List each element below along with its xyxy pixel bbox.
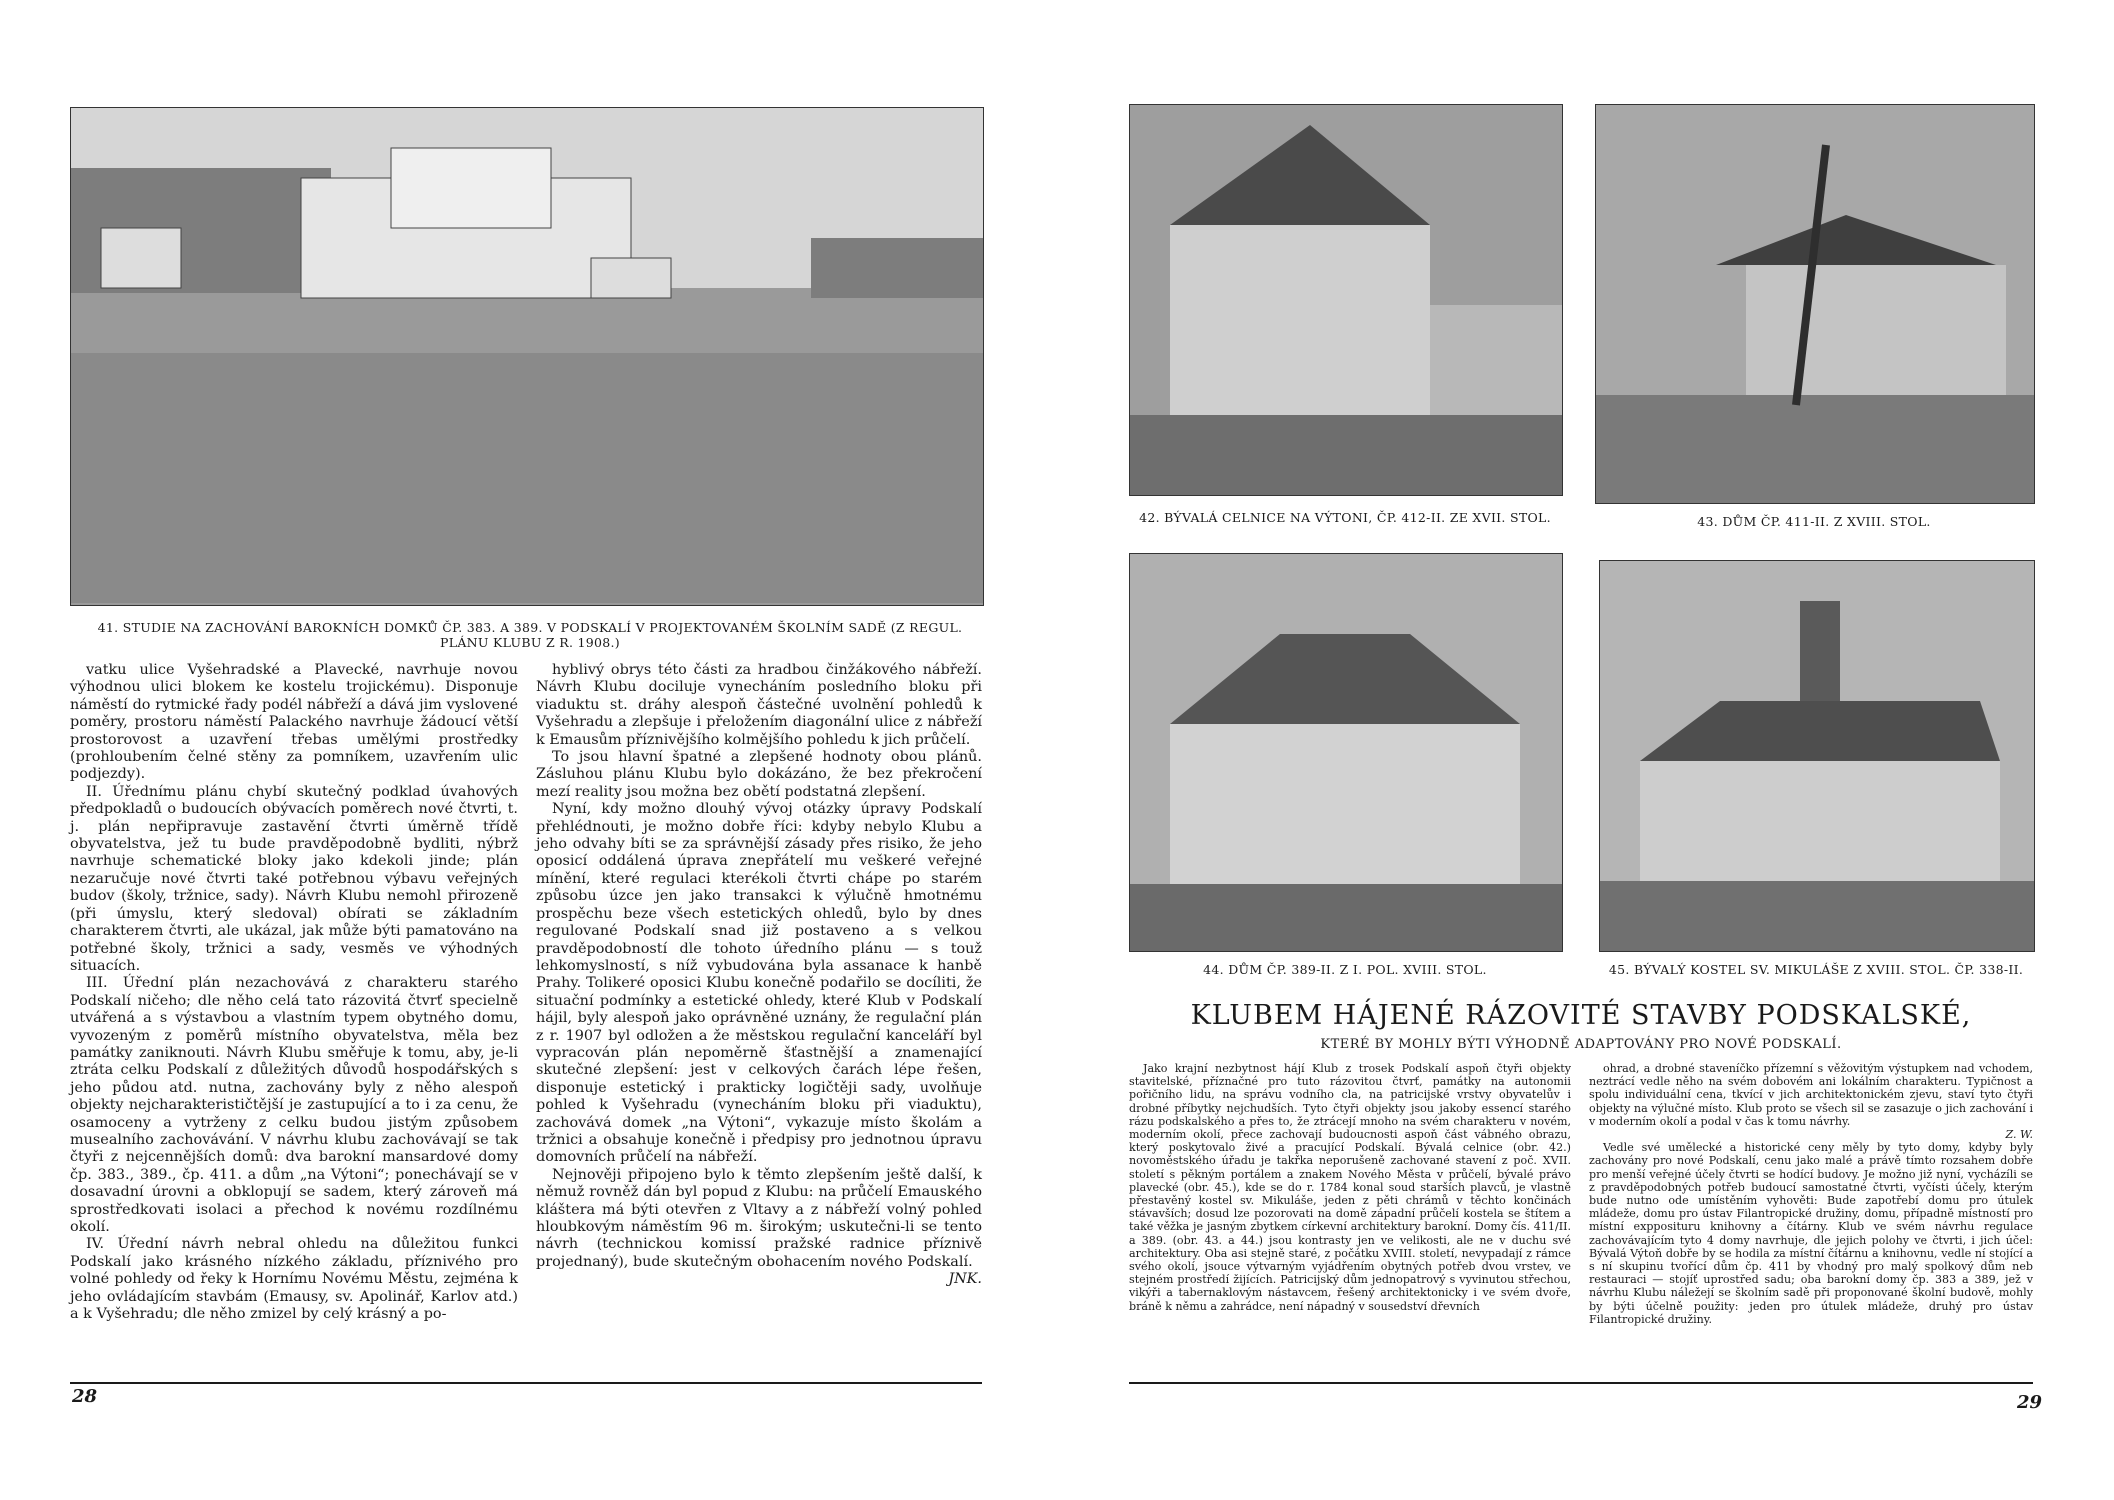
paragraph: hyblivý obrys této části za hradbou činžákového nábřeží. Návrh Klubu dociluje vynecháním posledního bloku při viaduktu st. dráhy alespoň částečné uvolnění pohledů k Vyšehradu a zlepšuje i přeložením diagonální ulice z nábřeží k Emausům příznivějšího kolmějšího pohledu k jich průčelí. [536, 662, 982, 748]
article-column-2 [1589, 1062, 2033, 1326]
paragraph: Nejnověji připojeno bylo k těmto zlepšením ještě další, k němuž rovněž dán byl popud z Klubu: na průčelí Emauského kláštera má býti otevřen z Vltavy a z nábřeží volný pohled hloubkovým náměstím 96 m. širokým; uskutečni-li se tento návrh (technickou komissí pražské radnice příznivě projednaný), bude skutečným obohacením nového Podskalí. [536, 1166, 982, 1270]
photo-45-caption: 45. BÝVALÝ KOSTEL SV. MIKULÁŠE Z XVIII. STOL. ČP. 338-II. [1608, 962, 2024, 977]
photo-45 [1599, 560, 2035, 952]
figure-41-caption: 41. STUDIE NA ZACHOVÁNÍ BAROKNÍCH DOMKŮ ČP. 383. A 389. V PODSKALÍ V PROJEKTOVANÉM ŠKOLNÍM SADĚ (Z REGUL. PLÁNU KLUBU Z R. 1908.) [97, 620, 963, 650]
right-page [1057, 0, 2114, 1500]
photo-42 [1129, 104, 1563, 496]
paragraph: II. Úřednímu plánu chybí skutečný podklad úvahových předpokladů o budoucích obývacích poměrech nové čtvrti, t. j. plán nepřipravuje zastavění čtvrti úměrně třídě obyvatelstva, jež tu bude pravděpodobně bydliti, nýbrž navrhuje schematické bloky jako kdekoli jinde; plán nezaručuje nové čtvrti také potřebnou výbavu veřejných budov (školy, tržnice, sady). Návrh Klubu nemohl přirozeně (při úmyslu, který sledoval) obírati se základním charakterem čtvrti, ale ukázal, jak může býti pamatováno na potřebné školy, tržnici a sady, vesměs ve výhodných situacích. [70, 783, 518, 974]
page-number: 28 [72, 1386, 98, 1407]
figure-41-illustration [70, 107, 984, 606]
signature: Z. W. [2005, 1128, 2033, 1142]
bottom-rule [70, 1382, 982, 1384]
photo-43 [1595, 104, 2035, 504]
left-column-2 [536, 662, 982, 1289]
photo-43-caption: 43. DŮM ČP. 411-II. Z XVIII. STOL. [1697, 514, 1931, 529]
paragraph: IV. Úřední návrh nebral ohledu na důležitou funkci Podskalí jako krásného nízkého základu, příznivého pro volné pohledy od řeky k Hornímu Novému Městu, zejména k jeho ovládajícím stavbám (Emausy, sv. Apolinář, Karlov atd.) a k Vyšehradu; dle něho zmizel by celý krásný a po- [70, 1236, 518, 1323]
paragraph: Jako krajní nezbytnost hájí Klub z trosek Podskalí aspoň čtyři objekty stavitelské, příznačné pro tuto rázovitou čtvrť, památky na autonomii pořičního lidu, na správu vodního cla, na patricijské vrstvy obyvatelův i drobné příbytky nejchudších. Tyto čtyři objekty jsou jakoby essencí starého rázu podskalského a přes to, že ztrácejí mnoho na svém charakteru v novém, moderním okolí, přece zachovají budoucnosti aspoň část vábného obrazu, který poskytovalo živé a pracující Podskalí. Bývalá celnice (obr. 42.) novoměstského úřadu je takřka neporušeně zachované stavení z poč. XVII. století s pěkným portálem a znakem Nového Města v průčelí, bývalé právo plavecké (obr. 45.), kde se do r. 1784 konal soud starších plavců, je vlastně přestavěný kostel sv. Mikuláše, jeden z pěti chrámů v těchto končinách stávavších; dosud lze pozorovati na domě západní průčelí kostela se štítem a také věžka je jasným zbytkem církevní architektury barokní. Domy čís. 411/II. a 389. (obr. 43. a 44.) jsou kontrasty jen ve velikosti, ale ne v duchu své architektury. Oba asi stejně staré, z počátku XVIII. století, nevypadají z rámce svého okolí, jsouce výtvarným vyjádřením obytných potřeb dvou vrstev, ve stejném prostředí žijících. Patricijský dům jednopatrový s vyvinutou střechou, vikýři a tabernaklovým nástavcem, řešený architektonicky i ve svém dvoře, bráně k němu a zahrádce, není nápadný v sousedství dřevních [1129, 1062, 1571, 1313]
photo-42-caption: 42. BÝVALÁ CELNICE NA VÝTONI, ČP. 412-II. ZE XVII. STOL. [1139, 510, 1551, 525]
photo-44 [1129, 553, 1563, 952]
paragraph: vatku ulice Vyšehradské a Plavecké, navrhuje novou výhodnou ulici blokem ke kostelu trojickému). Disponuje náměstí do rytmické řady podél nábřeží a dává jim vyslovené poměry, prostoru náměstí Palackého navrhuje žádoucí větší prostorovost a uzavření třebas umělými prostředky (prohloubením čelné stěny za pomníkem, uzavřením ulic podjezdy). [70, 662, 518, 783]
paragraph: Vedle své umělecké a historické ceny měly by tyto domy, kdyby byly zachovány pro nové Podskalí, cenu jako malé a právě tímto rozsahem dobře pro menší veřejné účely čtvrti se hodící budovy. Je možno již nyní, vycházíli se z pravděpodobných potřeb budoucí samostatné čtvrti, vyčísti účely, kterým bude nutno ode umístěním vyhověti: Bude zapotřebí domu pro útulek mládeže, domu pro ústav Filantropické družiny, domu, případně místností pro místní expposituru knihovny a čítárny. Klub ve svém návrhu regulace zachovávajícím tyto 4 domy navrhuje, dle jejich polohy ve čtvrti, i jich účel: Bývalá Výtoň dobře by se hodila za místní čítárnu a knihovnu, vedle ní stojící a s ní skupinu tvořící dům čp. 411 by vhodný pro malý spolkový dům neb restauraci — stojíť uprostřed sadu; oba barokní domy čp. 383 a 389, jež v návrhu Klubu náležejí se školním sadě při proponované školní budově, mohly by býti účelně použity: jeden pro útulek mládeže, druhý pro ústav Filantropické družiny. [1589, 1141, 2033, 1326]
bottom-rule [1129, 1382, 2033, 1384]
paragraph: ohrad, a drobné staveníčko přízemní s věžovitým výstupkem nad vchodem, neztrácí vedle něho na svém dobovém ani lokálním charakteru. Typičnost a spolu individuální cena, tkvící v jich architektonickém zjevu, staví tyto čtyři objekty na výlučné místo. Klub proto se všech sil se zasazuje o jich zachování i v moderním okolí a podal v čas k tomu návrhy. [1589, 1062, 2033, 1128]
article-column-1 [1129, 1062, 1571, 1313]
paragraph: Nyní, kdy možno dlouhý vývoj otázky úpravy Podskalí přehlédnouti, je možno dobře říci: kdyby nebylo Klubu a jeho odvahy bíti se za správnější zásady přes risiko, že jeho oposicí oddálená úprava znepřátelí mu veškeré veřejné mínění, které regulaci kterékoli čtvrti chápe po starém způsobu úzce jen jako transakci k výlučně hmotnému prospěchu beze všech estetických ohledů, bylo by dnes regulované Podskalí snad již postaveno a s velkou pravděpodobností dle tohoto úředního plánu — s touž lehkomyslností, s níž vybudována byla assanace k hanbě Prahy. Tolikeré oposici Klubu konečně podařilo se docíliti, že situační podmínky a estetické ohledy, které Klub v Podskalí hájil, byly alespoň jako oprávněné uznány, že regulační plán z r. 1907 byl odložen a že městskou regulační kanceláří byl vypracován plán nepoměrně šťastnější a znamenající skutečné zlepšení: jest v celkových čarách lépe řešen, disponuje estetický i prakticky logičtěji sady, uvolňuje pohled k Vyšehradu (vynecháním bloku při viaduktu), zachovává domek „na Výtoni“, vykazuje místo školám a tržnici a obsahuje konečně i předpisy pro jednotnou úpravu domovních průčelí na nábřeží. [536, 801, 982, 1166]
signature: JNK. [948, 1271, 982, 1288]
page-number: 29 [2017, 1392, 2043, 1413]
article-subtitle: KTERÉ BY MOHLY BÝTI VÝHODNĚ ADAPTOVÁNY PRO NOVÉ PODSKALÍ. [1320, 1037, 1842, 1052]
article-title: KLUBEM HÁJENÉ RÁZOVITÉ STAVBY PODSKALSKÉ, [1190, 1000, 1972, 1031]
paragraph: III. Úřední plán nezachovává z charakteru starého Podskalí ničeho; dle něho celá tato rázovitá čtvrť specielně utvářená a s výstavbou a vlastním typem obytného domu, vyvozeným z poměrů místního obyvatelstva, měla bez památky zaniknouti. Návrh Klubu směřuje k tomu, aby, je-li ztráta celku Podskalí z důležitých důvodů hospodářských s jeho půdou atd. nutna, zachovány byly z něho alespoň objekty nejcharakterističtější je zastupující a to i za cenu, že osamoceny a vytrženy z celku budou jistým způsobem musealního zachovávání. V návrhu klubu zachovávají se tak čtyři z nejcennějších domů: dva barokní mansardové domy čp. 383., 389., čp. 411. a dům „na Výtoni“; ponechávají se v dosavadní úrovni a obklopují se sadem, který zároveň má sprostředkovati isolaci a přechod k novému rozdílnému okolí. [70, 975, 518, 1235]
paragraph: To jsou hlavní špatné a zlepšené hodnoty obou plánů. Zásluhou plánu Klubu bylo dokázáno, že bez překročení mezí reality jsou možna bez obětí podstatná zlepšení. [536, 749, 982, 800]
left-column-1 [70, 662, 518, 1323]
photo-44-caption: 44. DŮM ČP. 389-II. Z I. POL. XVIII. STOL. [1203, 962, 1487, 977]
